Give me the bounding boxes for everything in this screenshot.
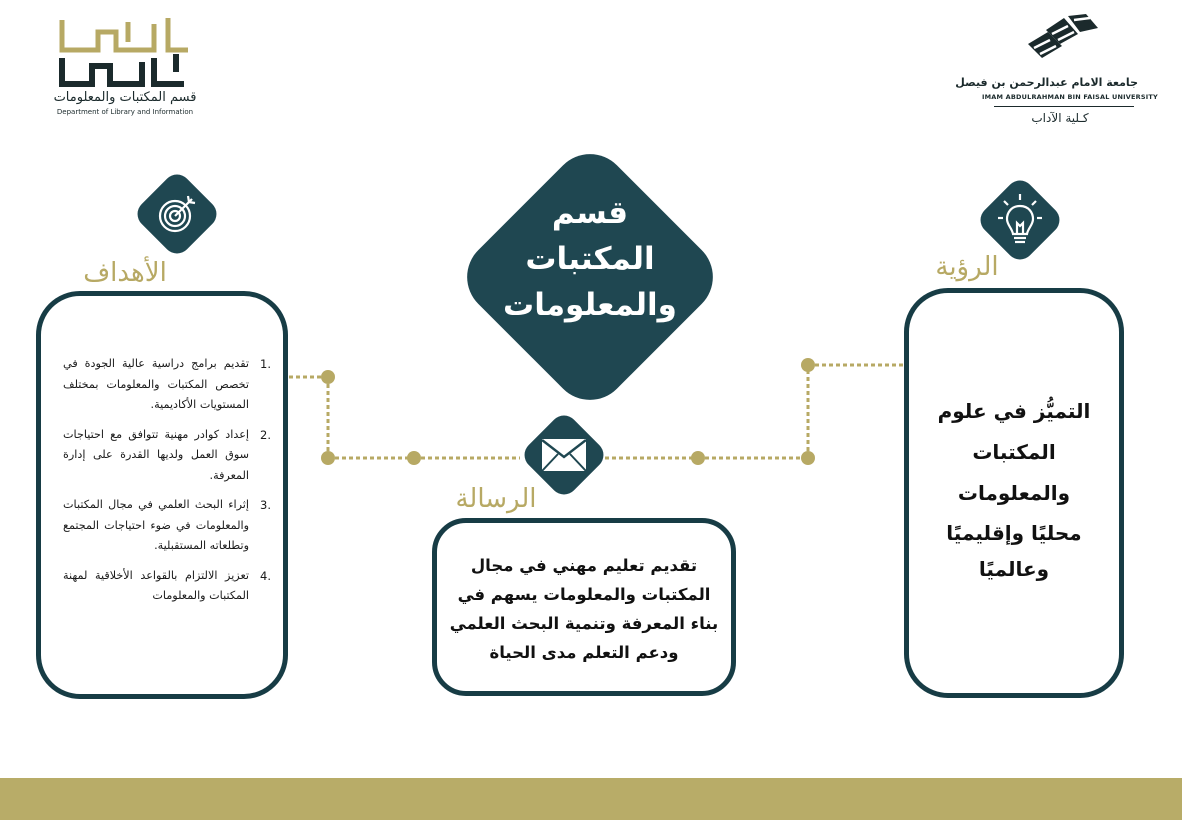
- mission-card: [432, 518, 736, 696]
- department-title: [480, 190, 700, 328]
- envelope-icon: [532, 423, 596, 487]
- mission-text: تقديم تعليم مهني في مجال المكتبات والمعلومات يسهم في بناء المعرفة وتنمية البحث العلمي ودعم التعلم مدى الحياة: [449, 556, 719, 662]
- footer-bar: [0, 778, 1182, 820]
- goal-number: 2.: [260, 427, 271, 442]
- vision-sub-text: محليًا وإقليميًا وعالميًا: [946, 521, 1082, 581]
- connector-dot: [321, 451, 335, 465]
- goal-item: [63, 425, 271, 487]
- connector-dot: [801, 358, 815, 372]
- college-name: كـلية الآداب: [1031, 111, 1089, 125]
- university-name-ar: جامعة الامام عبدالرحمن بن فيصل: [955, 76, 1138, 89]
- connector-dot: [321, 370, 335, 384]
- goal-text: إثراء البحث العلمي في مجال المكتبات والمعلومات في ضوء احتياجات المجتمع وتطلعاته المستقبلية.: [63, 498, 249, 552]
- target-icon: [145, 182, 209, 246]
- vision-main-text: التميُّز في علوم المكتبات والمعلومات: [937, 399, 1091, 505]
- goal-item: [63, 495, 271, 557]
- department-name-ar: قسم المكتبات والمعلومات: [53, 90, 197, 105]
- title-line: المكتبات: [525, 241, 655, 277]
- mission-label: الرسالة: [455, 484, 537, 514]
- goals-card: [36, 291, 288, 699]
- goals-list: [63, 354, 271, 616]
- connector-dot: [801, 451, 815, 465]
- goal-text: إعداد كوادر مهنية تتوافق مع احتياجات سوق العمل ولديها القدرة على إدارة المعرفة.: [63, 427, 249, 482]
- title-line: والمعلومات: [503, 287, 677, 323]
- goal-text: تقديم برامج دراسية عالية الجودة في تخصص المكتبات والمعلومات بمختلف المستويات الأكاديمية.: [63, 357, 249, 411]
- goal-number: 1.: [260, 357, 271, 371]
- title-line: قسم: [551, 195, 629, 231]
- connector-dot: [407, 451, 421, 465]
- vision-label: الرؤية: [935, 252, 999, 282]
- goal-item: [63, 566, 271, 607]
- goal-number: 4.: [260, 568, 271, 583]
- department-name-en: Department of Library and Information: [56, 108, 194, 116]
- lightbulb-icon: [988, 188, 1052, 252]
- goal-number: 3.: [260, 498, 271, 512]
- goal-text: تعزيز الالتزام بالقواعد الأخلاقية لمهنة المكتبات والمعلومات: [63, 568, 249, 602]
- connector-dot: [691, 451, 705, 465]
- goals-label: الأهداف: [83, 258, 167, 288]
- goal-item: [63, 354, 271, 416]
- university-name-en: IMAM ABDULRAHMAN BIN FAISAL UNIVERSITY: [982, 93, 1158, 101]
- vision-card: [904, 288, 1124, 698]
